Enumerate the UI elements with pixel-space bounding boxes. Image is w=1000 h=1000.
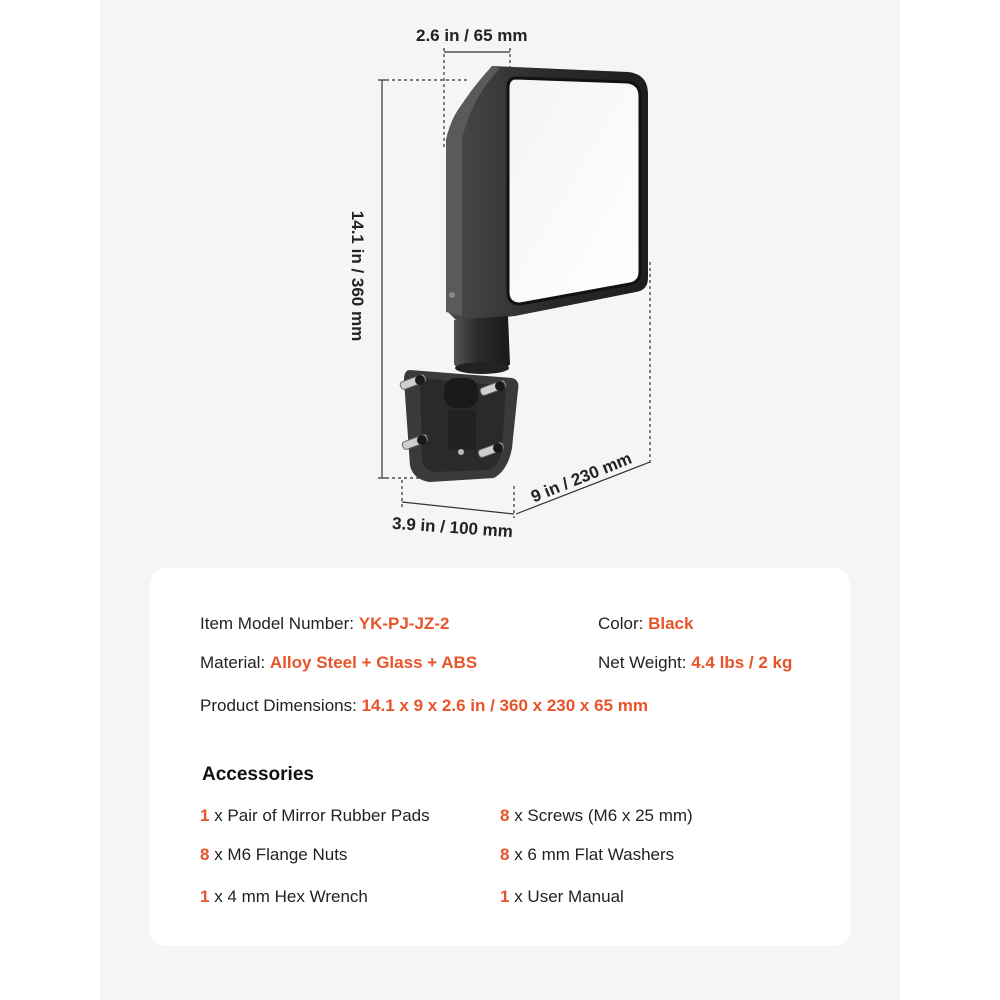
- spec-model-value: YK-PJ-JZ-2: [358, 614, 450, 633]
- spec-material: [200, 653, 477, 673]
- accessory-text: x M6 Flange Nuts: [214, 845, 348, 864]
- accessory-item: [200, 845, 347, 865]
- dimension-width-top: 2.6 in / 65 mm: [416, 26, 528, 45]
- accessory-item: [200, 887, 368, 907]
- mirror-head: [446, 66, 648, 322]
- spec-dimensions: [200, 696, 648, 716]
- spec-material-label: Material:: [200, 653, 266, 672]
- spec-color-label: Color:: [598, 614, 644, 633]
- accessory-text: x 4 mm Hex Wrench: [214, 887, 368, 906]
- spec-dimensions-label: Product Dimensions:: [200, 696, 357, 715]
- spec-color-value: Black: [648, 614, 694, 633]
- accessory-item: [200, 806, 430, 826]
- spec-card: [150, 568, 850, 946]
- accessory-item: [500, 845, 674, 865]
- dimension-base-width: 3.9 in / 100 mm: [391, 513, 514, 542]
- accessory-qty: 8: [200, 845, 210, 864]
- dimension-height-left: 14.1 in / 360 mm: [348, 210, 367, 342]
- spec-model: [200, 614, 449, 634]
- spec-dimensions-value: 14.1 x 9 x 2.6 in / 360 x 230 x 65 mm: [361, 696, 648, 715]
- accessory-item: [500, 806, 693, 826]
- spec-model-label: Item Model Number:: [200, 614, 354, 633]
- spec-weight: [598, 653, 792, 673]
- mirror-pole: [454, 316, 510, 374]
- accessory-text: x User Manual: [514, 887, 624, 906]
- accessory-text: x 6 mm Flat Washers: [514, 845, 675, 864]
- dimension-depth: 9 in / 230 mm: [528, 448, 635, 507]
- accessory-qty: 1: [200, 887, 210, 906]
- accessories-title: Accessories: [202, 764, 314, 785]
- accessory-qty: 1: [200, 806, 210, 825]
- accessory-qty: 8: [500, 845, 510, 864]
- spec-weight-label: Net Weight:: [598, 653, 687, 672]
- accessory-text: x Screws (M6 x 25 mm): [514, 806, 693, 825]
- spec-color: [598, 614, 693, 634]
- accessory-item: [500, 887, 624, 907]
- mounting-bracket: [399, 370, 518, 482]
- spec-material-value: Alloy Steel + Glass + ABS: [269, 653, 478, 672]
- accessory-qty: 8: [500, 806, 510, 825]
- accessory-qty: 1: [500, 887, 510, 906]
- spec-weight-value: 4.4 lbs / 2 kg: [691, 653, 793, 672]
- accessory-text: x Pair of Mirror Rubber Pads: [214, 806, 430, 825]
